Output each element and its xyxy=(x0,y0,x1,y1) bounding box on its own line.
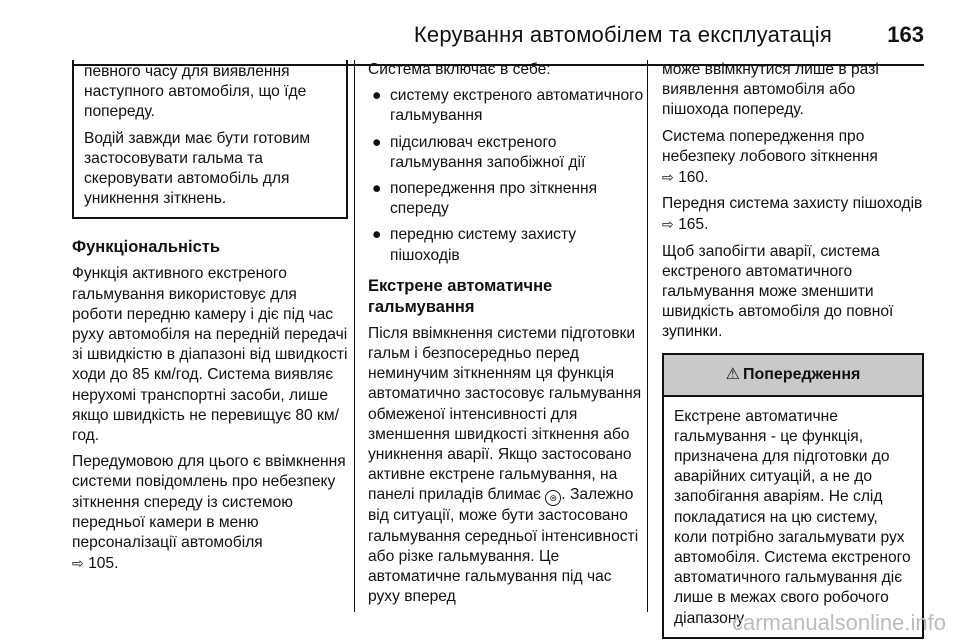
page-ref-arrow-icon: ⇨ xyxy=(662,216,674,233)
page-ref-arrow-icon: ⇨ xyxy=(662,169,674,186)
page-ref-arrow-icon: ⇨ xyxy=(72,555,84,572)
paragraph: Функція активного екстреного гальмування використовує для роботи передню камеру і діє під час руху автомобіля на передній передачі зі швидкістю в діапазоні від швидкості ходи до 85 км/год. Система виявляє нерухомі транспортні засоби, лише якщо швидкість не перевищує 80 км/год. xyxy=(72,265,348,445)
column-3 xyxy=(662,60,924,639)
paragraph: може ввімкнутися лише в разі виявлення автомобіля або пішохода попереду. xyxy=(662,61,879,119)
column-2 xyxy=(368,60,644,613)
watermark-logo: carmanualsonline.info xyxy=(731,610,946,635)
list-item: ● передню систему захисту пішоходів xyxy=(372,226,577,264)
section-heading-functionality: Функціональність xyxy=(72,238,221,257)
page-number: 163 xyxy=(887,22,924,47)
list-item: ● попередження про зіткнення спереду xyxy=(372,180,598,218)
page-header xyxy=(72,14,924,54)
warning-header xyxy=(664,355,922,397)
note-paragraph-2: Водій завжди має бути готовим застосовувати гальма та скеровувати автомобіль для уникнення зіткнень. xyxy=(84,129,311,208)
column-divider-2 xyxy=(647,60,648,612)
note-paragraph-1: певного часу для виявлення наступного автомобіля, що їде попереду. xyxy=(84,63,307,121)
bullet-icon: ● xyxy=(372,133,382,151)
warning-body: Екстрене автоматичне гальмування - це функція, призначена для підготовки до аварійних ситуацій, а не до запобігання аваріям. Не слід покладатися на цю систему, коли потрібно загальмувати рух автомобіля. Система екстреного автоматичного гальмування діє лише в межах свого робочого діапазону xyxy=(674,407,911,627)
brake-warning-icon: ⊜ xyxy=(545,490,561,506)
paragraph xyxy=(72,452,348,574)
page-title: Керування автомобілем та експлуатація xyxy=(413,22,832,47)
feature-list xyxy=(368,86,644,266)
page-reference-link[interactable]: 160. xyxy=(678,169,709,187)
list-item: ● систему екстреного автоматичного гальмування xyxy=(372,87,644,125)
bullet-icon: ● xyxy=(372,87,382,105)
page-reference-link[interactable]: 165. xyxy=(678,216,709,234)
bullet-icon: ● xyxy=(372,226,382,244)
page-reference-link[interactable]: 105. xyxy=(88,555,119,573)
warning-triangle-icon: ⚠ xyxy=(725,365,740,383)
column-1 xyxy=(72,60,348,580)
note-box xyxy=(72,60,348,219)
column-divider-1 xyxy=(354,60,355,612)
paragraph: Передня система захисту пішоходів ⇨ 165. xyxy=(662,195,923,234)
paragraph: Система попередження про небезпеку лобового зіткнення ⇨ 160. xyxy=(662,127,878,187)
list-item: ● підсилювач екстреного гальмування запобіжної дії xyxy=(372,133,586,171)
bullet-icon: ● xyxy=(372,180,382,198)
warning-title: Попередження xyxy=(742,365,861,383)
list-intro: Система включає в себе: xyxy=(368,61,551,78)
section-heading-emergency-braking: Екстрене автоматичне гальмування xyxy=(368,276,553,316)
paragraph: Щоб запобігти аварії, система екстреного автоматичного гальмування може зменшити швидкість автомобіля до повної зупинки. xyxy=(662,242,894,341)
paragraph: Після ввімкнення системи підготовки гальм і безпосередньо перед неминучим зіткненням ця функція автоматично застосовує гальмування обмеженої інтенсивності для зменшення швидкості зіткнення або уникнення аварії. Якщо застосовано активне екстрене гальмування, на панелі приладів блимає ⊜ . Залежно від ситуації, може бути застосовано гальмування середньої інтенсивності або різке гальмування. Це автоматичне гальмування під час руху вперед xyxy=(368,324,642,606)
paragraph-text: Передумовою для цього є ввімкнення системи повідомлень про небезпеку зіткнення спереду із системою передньої камери в меню персоналізації автомобіля xyxy=(72,453,346,552)
warning-box xyxy=(662,353,924,639)
